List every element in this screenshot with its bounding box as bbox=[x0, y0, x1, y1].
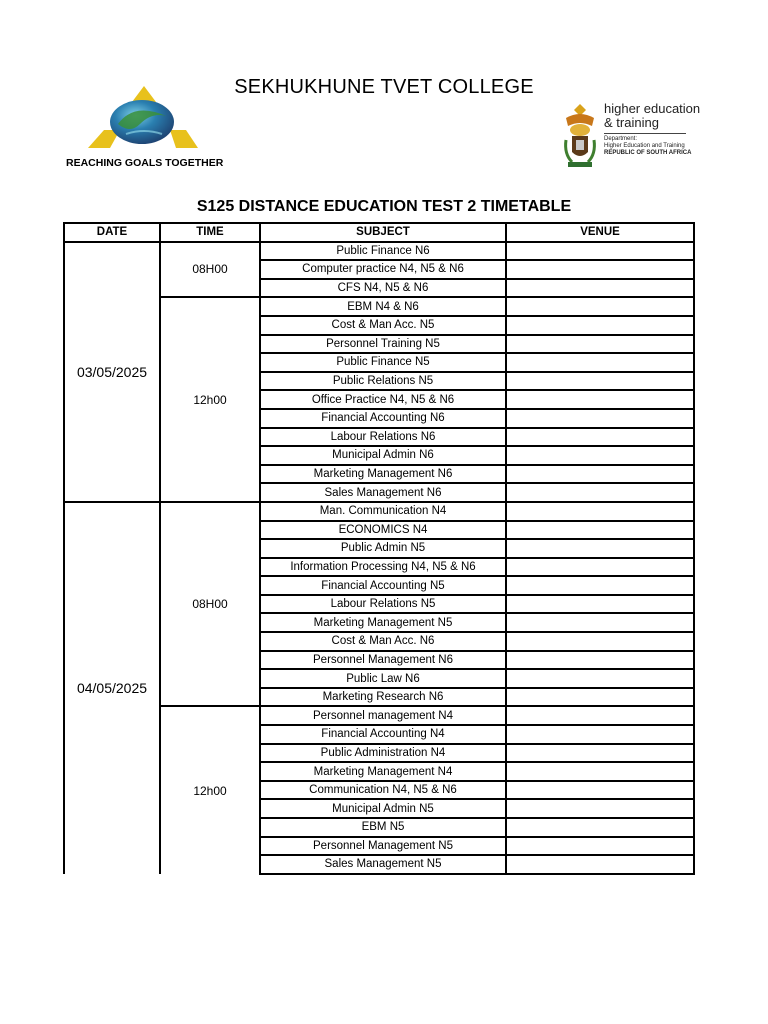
venue-cell bbox=[506, 372, 694, 391]
subject-cell: Marketing Management N5 bbox=[260, 613, 506, 632]
subject-cell: Personnel Management N5 bbox=[260, 837, 506, 856]
venue-cell bbox=[506, 316, 694, 335]
venue-cell bbox=[506, 483, 694, 502]
venue-cell bbox=[506, 242, 694, 261]
timetable-body bbox=[64, 242, 694, 874]
venue-cell bbox=[506, 446, 694, 465]
college-logo bbox=[82, 82, 202, 154]
dhet-line1: higher education bbox=[604, 101, 701, 116]
venue-cell bbox=[506, 260, 694, 279]
subject-cell: Office Practice N4, N5 & N6 bbox=[260, 390, 506, 409]
venue-cell bbox=[506, 725, 694, 744]
subject-cell: Information Processing N4, N5 & N6 bbox=[260, 558, 506, 577]
venue-cell bbox=[506, 428, 694, 447]
subject-cell: CFS N4, N5 & N6 bbox=[260, 279, 506, 298]
venue-cell bbox=[506, 613, 694, 632]
venue-cell bbox=[506, 837, 694, 856]
subject-cell: Municipal Admin N5 bbox=[260, 799, 506, 818]
venue-cell bbox=[506, 744, 694, 763]
subject-cell: Financial Accounting N6 bbox=[260, 409, 506, 428]
time-cell: 08H00 bbox=[160, 242, 260, 298]
subject-cell: EBM N5 bbox=[260, 818, 506, 837]
venue-cell bbox=[506, 688, 694, 707]
date-cell: 03/05/2025 bbox=[64, 242, 160, 502]
college-slogan: REACHING GOALS TOGETHER bbox=[66, 157, 224, 169]
header-venue: VENUE bbox=[506, 223, 694, 242]
table-row bbox=[64, 242, 694, 261]
venue-cell bbox=[506, 353, 694, 372]
date-cell: 04/05/2025 bbox=[64, 502, 160, 874]
venue-cell bbox=[506, 297, 694, 316]
venue-cell bbox=[506, 651, 694, 670]
header-subject: SUBJECT bbox=[260, 223, 506, 242]
header-date: DATE bbox=[64, 223, 160, 242]
subject-cell: Public Relations N5 bbox=[260, 372, 506, 391]
venue-cell bbox=[506, 279, 694, 298]
subject-cell: Public Administration N4 bbox=[260, 744, 506, 763]
coat-of-arms-icon bbox=[562, 100, 598, 170]
dhet-country: REPUBLIC OF SOUTH AFRICA bbox=[604, 150, 692, 156]
subject-cell: EBM N4 & N6 bbox=[260, 297, 506, 316]
subject-cell: Public Admin N5 bbox=[260, 539, 506, 558]
subject-cell: Labour Relations N6 bbox=[260, 428, 506, 447]
dhet-logo bbox=[562, 100, 702, 172]
venue-cell bbox=[506, 762, 694, 781]
time-cell: 12h00 bbox=[160, 297, 260, 502]
subject-cell: Sales Management N6 bbox=[260, 483, 506, 502]
college-name: SEKHUKHUNE TVET COLLEGE bbox=[234, 76, 534, 98]
subject-cell: Labour Relations N5 bbox=[260, 595, 506, 614]
venue-cell bbox=[506, 502, 694, 521]
dhet-dept: Department: bbox=[604, 136, 638, 142]
venue-cell bbox=[506, 521, 694, 540]
header-time: TIME bbox=[160, 223, 260, 242]
subject-cell: Sales Management N5 bbox=[260, 855, 506, 874]
venue-cell bbox=[506, 390, 694, 409]
subject-cell: ECONOMICS N4 bbox=[260, 521, 506, 540]
venue-cell bbox=[506, 669, 694, 688]
venue-cell bbox=[506, 539, 694, 558]
subject-cell: Man. Communication N4 bbox=[260, 502, 506, 521]
venue-cell bbox=[506, 576, 694, 595]
venue-cell bbox=[506, 818, 694, 837]
venue-cell bbox=[506, 799, 694, 818]
venue-cell bbox=[506, 558, 694, 577]
dhet-line2: & training bbox=[604, 115, 659, 130]
time-cell: 08H00 bbox=[160, 502, 260, 707]
venue-cell bbox=[506, 781, 694, 800]
subject-cell: Marketing Research N6 bbox=[260, 688, 506, 707]
timetable-title: S125 DISTANCE EDUCATION TEST 2 TIMETABLE bbox=[196, 198, 572, 215]
venue-cell bbox=[506, 855, 694, 874]
subject-cell: Financial Accounting N5 bbox=[260, 576, 506, 595]
subject-cell: Communication N4, N5 & N6 bbox=[260, 781, 506, 800]
subject-cell: Cost & Man Acc. N6 bbox=[260, 632, 506, 651]
venue-cell bbox=[506, 465, 694, 484]
subject-cell: Municipal Admin N6 bbox=[260, 446, 506, 465]
venue-cell bbox=[506, 706, 694, 725]
venue-cell bbox=[506, 335, 694, 354]
timetable bbox=[63, 222, 695, 875]
subject-cell: Marketing Management N4 bbox=[260, 762, 506, 781]
subject-cell: Public Law N6 bbox=[260, 669, 506, 688]
venue-cell bbox=[506, 409, 694, 428]
subject-cell: Personnel Training N5 bbox=[260, 335, 506, 354]
dhet-divider bbox=[604, 133, 686, 134]
subject-cell: Financial Accounting N4 bbox=[260, 725, 506, 744]
subject-cell: Marketing Management N6 bbox=[260, 465, 506, 484]
table-row bbox=[64, 502, 694, 521]
dhet-dept-name: Higher Education and Training bbox=[604, 143, 685, 149]
subject-cell: Public Finance N5 bbox=[260, 353, 506, 372]
venue-cell bbox=[506, 632, 694, 651]
subject-cell: Personnel Management N6 bbox=[260, 651, 506, 670]
subject-cell: Computer practice N4, N5 & N6 bbox=[260, 260, 506, 279]
subject-cell: Personnel management N4 bbox=[260, 706, 506, 725]
subject-cell: Cost & Man Acc. N5 bbox=[260, 316, 506, 335]
subject-cell: Public Finance N6 bbox=[260, 242, 506, 261]
venue-cell bbox=[506, 595, 694, 614]
time-cell: 12h00 bbox=[160, 706, 260, 873]
table-header-row bbox=[64, 223, 694, 242]
